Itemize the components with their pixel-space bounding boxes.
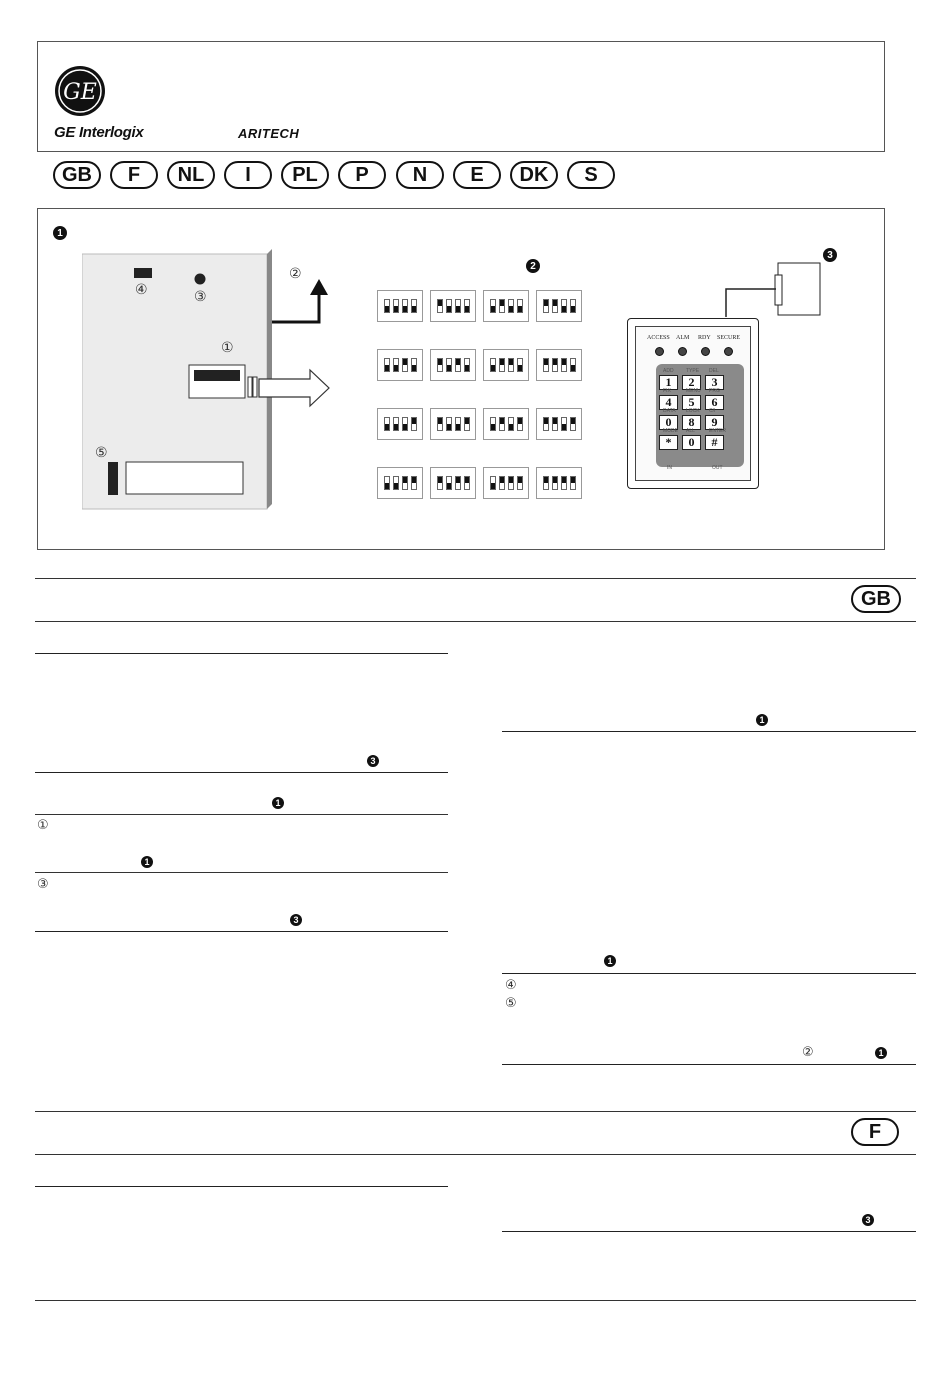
keypad-key-sublabel: TYPE [686, 368, 700, 374]
dip-switch-lever [437, 358, 443, 372]
led-label-secure: SECURE [717, 335, 741, 341]
dip-switch-lever [384, 358, 390, 372]
right-ref-1b: 1 [604, 955, 616, 967]
dip-switch-lever [561, 358, 567, 372]
lang-gb[interactable]: GB [53, 161, 101, 189]
dip-switch-setting [536, 467, 582, 499]
led-label-alm: ALM [676, 335, 690, 341]
left-rule-5 [35, 931, 448, 932]
dip-switch-lever [570, 299, 576, 313]
partner-name: ARITECH [238, 126, 300, 141]
figure-marker-2: 2 [526, 259, 540, 273]
dip-switch-lever [543, 358, 549, 372]
dip-switch-setting [536, 349, 582, 381]
keypad-key-sublabel: MODE [663, 428, 678, 434]
dip-switch-lever [455, 358, 461, 372]
keypad-key-sublabel: LOCK [686, 408, 700, 414]
dip-switch-lever [446, 476, 452, 490]
page-bottom-rule [35, 1300, 916, 1301]
f-section-rule-top [35, 1111, 916, 1112]
right-ref-1a: 1 [756, 714, 768, 726]
panel-board [82, 249, 382, 514]
dip-switch-lever [543, 417, 549, 431]
dip-switch-setting [430, 467, 476, 499]
dip-switch-lever [384, 417, 390, 431]
dip-switch-lever [393, 476, 399, 490]
dip-switch-setting [483, 349, 529, 381]
keypad-key[interactable]: 3 [705, 375, 724, 390]
dip-switch-lever [490, 476, 496, 490]
keypad-key-sublabel: DEL [709, 368, 719, 374]
dip-switch-lever [490, 358, 496, 372]
dip-switch-lever [464, 299, 470, 313]
dip-switch-lever [508, 417, 514, 431]
gb-section-badge: GB [851, 585, 901, 613]
callout-2: ② [289, 266, 302, 282]
dip-switch-lever [570, 417, 576, 431]
led-rdy [701, 347, 710, 356]
dip-switch-lever [543, 299, 549, 313]
dip-switch-setting [377, 467, 423, 499]
dip-switch-setting [430, 349, 476, 381]
dip-switch-lever [437, 299, 443, 313]
keypad-key[interactable]: 0 [659, 415, 678, 430]
dip-switch-lever [437, 417, 443, 431]
dip-switch-setting [377, 408, 423, 440]
dip-switch-lever [543, 476, 549, 490]
callout-5: ⑤ [95, 445, 108, 461]
dip-switch-lever [384, 299, 390, 313]
gb-section-rule-top [35, 578, 916, 579]
dip-switch-lever [455, 476, 461, 490]
lang-i[interactable]: I [224, 161, 272, 189]
dip-switch-lever [411, 358, 417, 372]
f-right-ref-3: 3 [862, 1214, 874, 1226]
dip-switch-lever [402, 299, 408, 313]
dip-switch-lever [437, 476, 443, 490]
dip-switch-lever [446, 358, 452, 372]
dip-switch-lever [464, 417, 470, 431]
keypad-out-label: OUT [712, 465, 723, 471]
dip-switch-lever [402, 358, 408, 372]
led-3 [195, 274, 206, 285]
dip-switch-lever [570, 358, 576, 372]
right-callout-2: ② [802, 1045, 814, 1060]
right-rule-3 [502, 1064, 916, 1065]
keypad-key-sublabel: MENU [686, 388, 701, 394]
jumper-4 [134, 268, 152, 278]
led-label-rdy: RDY [698, 335, 711, 341]
dip-switch-lever [490, 417, 496, 431]
dip-switch-lever [402, 417, 408, 431]
lang-s[interactable]: S [567, 161, 615, 189]
left-ref-3b: 3 [290, 914, 302, 926]
led-alm [678, 347, 687, 356]
dip-switch-lever [552, 476, 558, 490]
dip-switch-lever [499, 299, 505, 313]
left-callout-3: ③ [37, 877, 49, 892]
dip-switch-lever [552, 299, 558, 313]
dip-switch-lever [508, 299, 514, 313]
dip-switch-lever [499, 358, 505, 372]
left-rule-3 [35, 814, 448, 815]
dip-switch-lever [402, 476, 408, 490]
dip-switch-lever [464, 476, 470, 490]
dip-switch-lever [517, 358, 523, 372]
figure-marker-3: 3 [823, 248, 837, 262]
left-ref-1b: 1 [141, 856, 153, 868]
brand-name: GE Interlogix [54, 124, 144, 141]
callout-1: ① [221, 340, 234, 356]
dip-switch-lever [570, 476, 576, 490]
led-access [655, 347, 664, 356]
dip-switch-lever [464, 358, 470, 372]
dip-switch-lever [499, 476, 505, 490]
lang-n[interactable]: N [396, 161, 444, 189]
dip-switch-lever [411, 299, 417, 313]
left-rule-2 [35, 772, 448, 773]
dip-switch-lever [508, 476, 514, 490]
lang-p[interactable]: P [338, 161, 386, 189]
dip-switch-lever [552, 417, 558, 431]
dip-switch-lever [517, 417, 523, 431]
keypad-key-sublabel: DATA [663, 408, 676, 414]
led-label-access: ACCESS [647, 335, 670, 341]
label-5 [126, 462, 243, 494]
f-section-rule-bottom [35, 1154, 916, 1155]
dip-switch-setting [430, 290, 476, 322]
dip-switch-lever [393, 417, 399, 431]
dip-switch-setting [483, 467, 529, 499]
left-callout-1: ① [37, 818, 49, 833]
f-right-rule-1 [502, 1231, 916, 1232]
keypad-key[interactable]: 8 [682, 415, 701, 430]
dip-switch-setting [483, 408, 529, 440]
dip-switch-setting [377, 290, 423, 322]
lang-e[interactable]: E [453, 161, 501, 189]
dip-switch-lever [411, 417, 417, 431]
dip-switch-setting [483, 290, 529, 322]
keypad-key-sublabel: C/I [709, 408, 716, 414]
keypad-key[interactable]: 1 [659, 375, 678, 390]
keypad-key[interactable]: # [705, 435, 724, 450]
dip-switch-lever [561, 299, 567, 313]
logo-monogram: GE [63, 80, 97, 105]
dip-switch-lever [393, 358, 399, 372]
keypad-key[interactable]: * [659, 435, 678, 450]
ge-logo-icon [53, 64, 107, 118]
dip-switch-lever [393, 299, 399, 313]
lang-f[interactable]: F [110, 161, 158, 189]
dip-switch-lever [455, 299, 461, 313]
header-box [37, 41, 885, 152]
dip-switch-lever [384, 476, 390, 490]
dip-switch-lever [561, 417, 567, 431]
dip-switch-lever [411, 476, 417, 490]
keypad-key-sublabel: ADD [663, 368, 674, 374]
keypad-key[interactable]: 6 [705, 395, 724, 410]
keypad-key[interactable]: 2 [682, 375, 701, 390]
dip-switch-setting [536, 290, 582, 322]
dip-switch-setting [430, 408, 476, 440]
right-rule-1 [502, 731, 916, 732]
keypad-key-sublabel: PRG [709, 388, 720, 394]
dip-switch-lever [552, 358, 558, 372]
dip-switch-lever [446, 299, 452, 313]
dip-switch-setting [377, 349, 423, 381]
dip-switch-lever [490, 299, 496, 313]
left-ref-1a: 1 [272, 797, 284, 809]
right-ref-1c: 1 [875, 1047, 887, 1059]
right-callout-5: ⑤ [505, 996, 517, 1011]
left-rule-4 [35, 872, 448, 873]
dip-switch-lever [561, 476, 567, 490]
lang-nl[interactable]: NL [167, 161, 215, 189]
keypad-key[interactable]: 5 [682, 395, 701, 410]
keypad-device [627, 318, 759, 489]
keypad-key[interactable]: 9 [705, 415, 724, 430]
figure-box [37, 208, 885, 550]
keypad-key-sublabel: ALL [686, 428, 695, 434]
lang-pl[interactable]: PL [281, 161, 329, 189]
connector-5 [108, 462, 118, 495]
dip-switch-lever [499, 417, 505, 431]
led-secure [724, 347, 733, 356]
dip-switch-lever [446, 417, 452, 431]
keypad-in-label: IN [667, 465, 672, 471]
callout-3: ③ [194, 289, 207, 305]
keypad-wiring [718, 257, 823, 327]
lang-dk[interactable]: DK [510, 161, 558, 189]
right-rule-2 [502, 973, 916, 974]
callout-4: ④ [135, 282, 148, 298]
left-rule-1 [35, 653, 448, 654]
right-callout-4: ④ [505, 978, 517, 993]
f-left-rule-1 [35, 1186, 448, 1187]
keypad-key[interactable]: 0 [682, 435, 701, 450]
dip-switch-lever [508, 358, 514, 372]
f-section-badge: F [851, 1118, 899, 1146]
dip-switch-lever [517, 299, 523, 313]
gb-section-rule-bottom [35, 621, 916, 622]
dip-switch-setting [536, 408, 582, 440]
left-ref-3a: 3 [367, 755, 379, 767]
dip-switch-lever [517, 476, 523, 490]
dip-switch-lever [455, 417, 461, 431]
keypad-key[interactable]: 4 [659, 395, 678, 410]
keypad-key-sublabel: FIX [663, 388, 671, 394]
figure-marker-1: 1 [53, 226, 67, 240]
dip-slot-1 [189, 365, 245, 398]
keypad-key-sublabel: ENTER [709, 428, 726, 434]
